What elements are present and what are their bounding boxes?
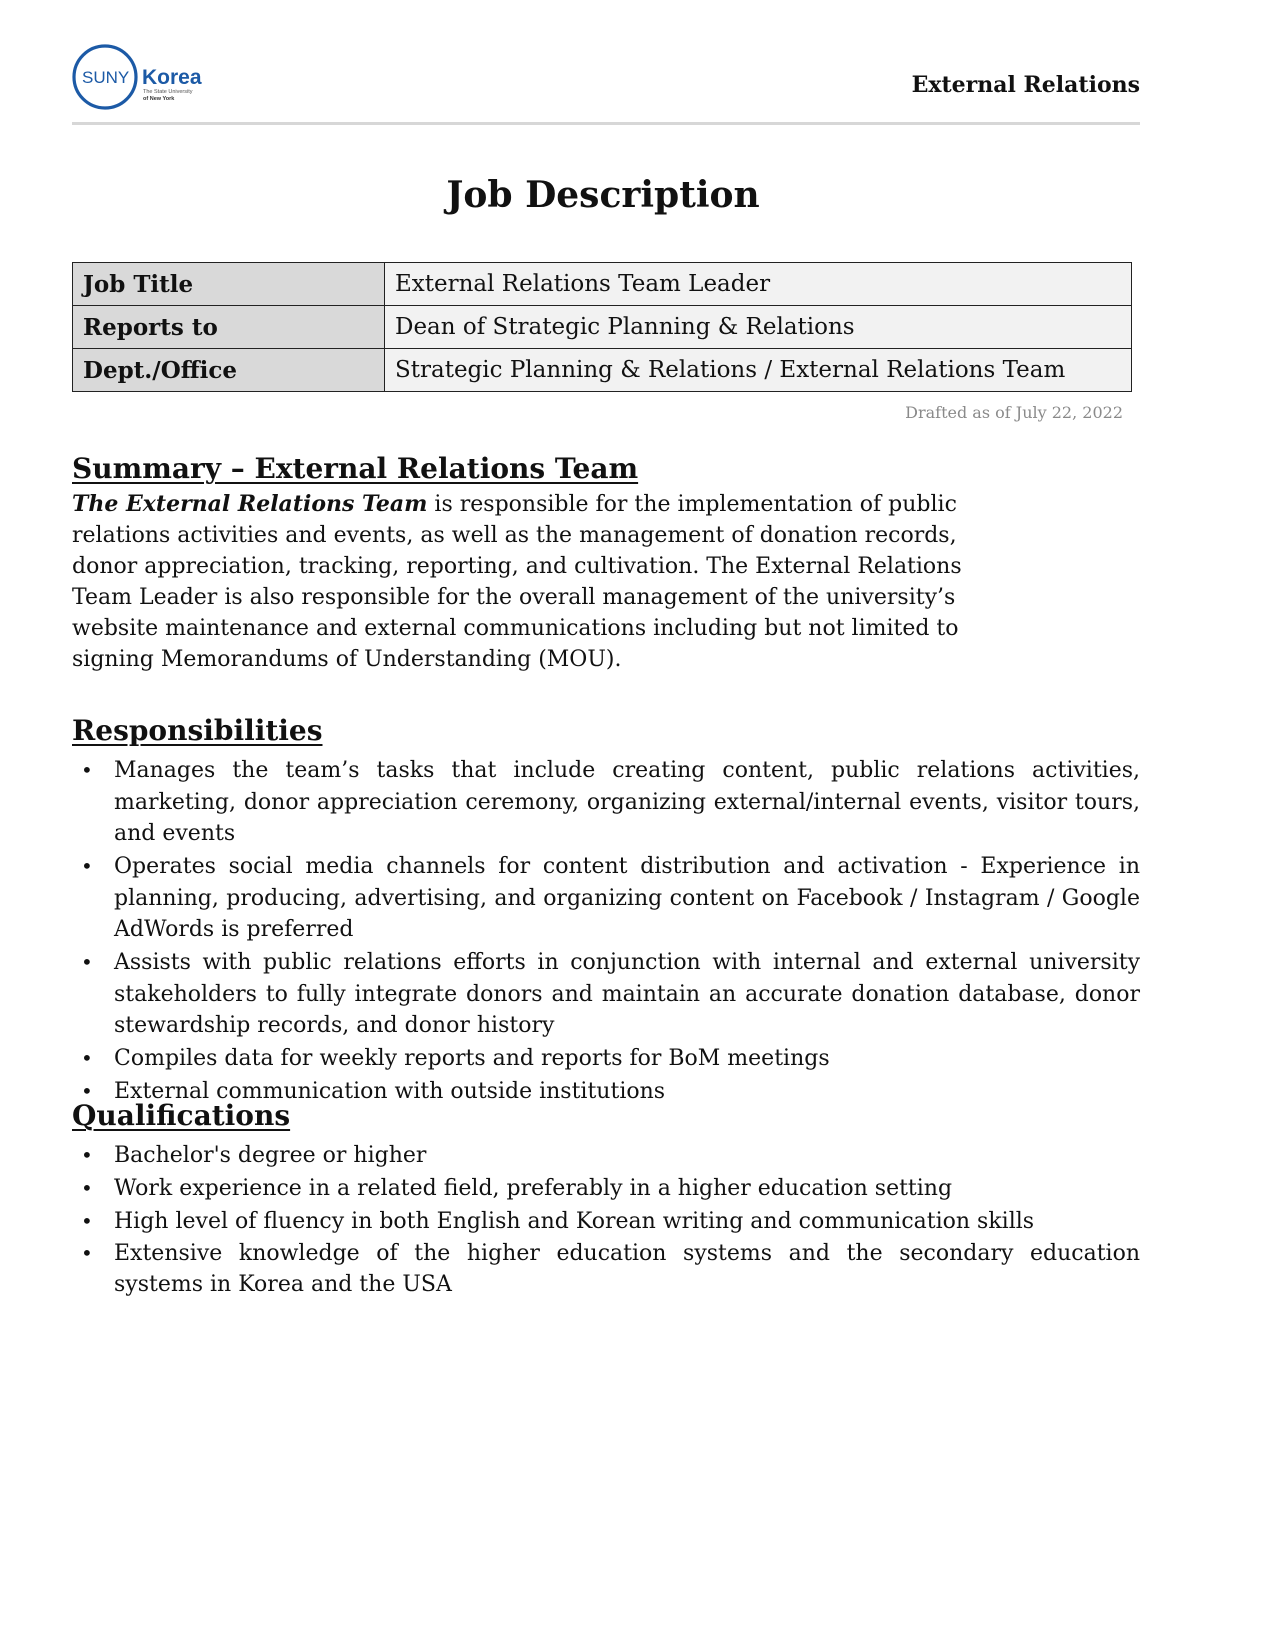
list-item [72, 1238, 1140, 1300]
bullet-icon: • [81, 854, 93, 878]
summary-body: is responsible for the implementation of public relations activities and events, as well as the management of donation records, donor appreciation, tracking, reporting, and cultivation. The External Relations Team Leader is also responsible for the overall management of the university’s website maintenance and external communications including but not limited to signing Memorandums of Understanding (MOU). [72, 492, 962, 672]
logo-suny-text: SUNY [82, 68, 130, 87]
summary-lead: The External Relations Team [72, 491, 428, 517]
table-label: Reports to [73, 306, 385, 349]
bullet-icon: • [81, 950, 93, 974]
table-label: Job Title [73, 263, 385, 306]
qualifications-heading: Qualifications [72, 1099, 291, 1132]
list-item [72, 851, 1140, 946]
job-info-table [72, 262, 1132, 392]
list-item [72, 1172, 1140, 1205]
table-value: External Relations Team Leader [385, 263, 1132, 306]
list-item-text: Manages the team’s tasks that include creating content, public relations activities, marketing, donor appreciation ceremony, organizing external/internal events, visitor tours, and events [114, 758, 1140, 846]
bullet-icon: • [81, 1079, 93, 1103]
list-item-text: External communication with outside institutions [114, 1079, 666, 1104]
table-label: Dept./Office [73, 349, 385, 392]
list-item [72, 947, 1140, 1042]
qualifications-list [72, 1139, 1140, 1300]
bullet-icon: • [81, 1209, 93, 1233]
table-row [73, 263, 1132, 306]
page-title: Job Description [446, 174, 760, 216]
header-department: External Relations [911, 72, 1140, 98]
list-item-text: Extensive knowledge of the higher education systems and the secondary education systems in Korea and the USA [114, 1241, 1140, 1297]
list-item-text: Bachelor's degree or higher [114, 1143, 427, 1168]
header-divider [72, 122, 1140, 125]
bullet-icon: • [81, 1241, 93, 1265]
table-value: Dean of Strategic Planning & Relations [385, 306, 1132, 349]
logo-tagline-1: The State University [143, 89, 193, 95]
list-item-text: High level of fluency in both English and Korean writing and communication skills [114, 1209, 1035, 1234]
table-value: Strategic Planning & Relations / External Relations Team [385, 349, 1132, 392]
drafted-date-note: Drafted as of July 22, 2022 [905, 403, 1123, 422]
list-item-text: Work experience in a related field, preferably in a higher education setting [114, 1176, 953, 1201]
logo-tagline-2: of New York [143, 96, 175, 102]
responsibilities-heading: Responsibilities [72, 714, 323, 747]
summary-heading: Summary – External Relations Team [72, 452, 639, 485]
list-item-text: Operates social media channels for content distribution and activation - Experience in planning, producing, advertising, and organizing content on Facebook / Instagram / Google AdWords is preferred [114, 854, 1140, 942]
bullet-icon: • [81, 758, 93, 782]
bullet-icon: • [81, 1143, 93, 1167]
list-item [72, 1139, 1140, 1172]
responsibilities-list [72, 755, 1140, 1109]
list-item-text: Assists with public relations efforts in conjunction with internal and external university stakeholders to fully integrate donors and maintain an accurate donation database, donor stewardship records, and donor history [114, 950, 1140, 1038]
list-item [72, 1205, 1140, 1238]
suny-korea-logo [72, 42, 222, 112]
list-item [72, 1043, 1140, 1075]
bullet-icon: • [81, 1046, 93, 1070]
list-item-text: Compiles data for weekly reports and reports for BoM meetings [114, 1046, 830, 1071]
table-row [73, 306, 1132, 349]
summary-paragraph [72, 489, 1017, 675]
table-row [73, 349, 1132, 392]
bullet-icon: • [81, 1176, 93, 1200]
list-item [72, 755, 1140, 850]
logo-korea-text: Korea [142, 66, 202, 89]
